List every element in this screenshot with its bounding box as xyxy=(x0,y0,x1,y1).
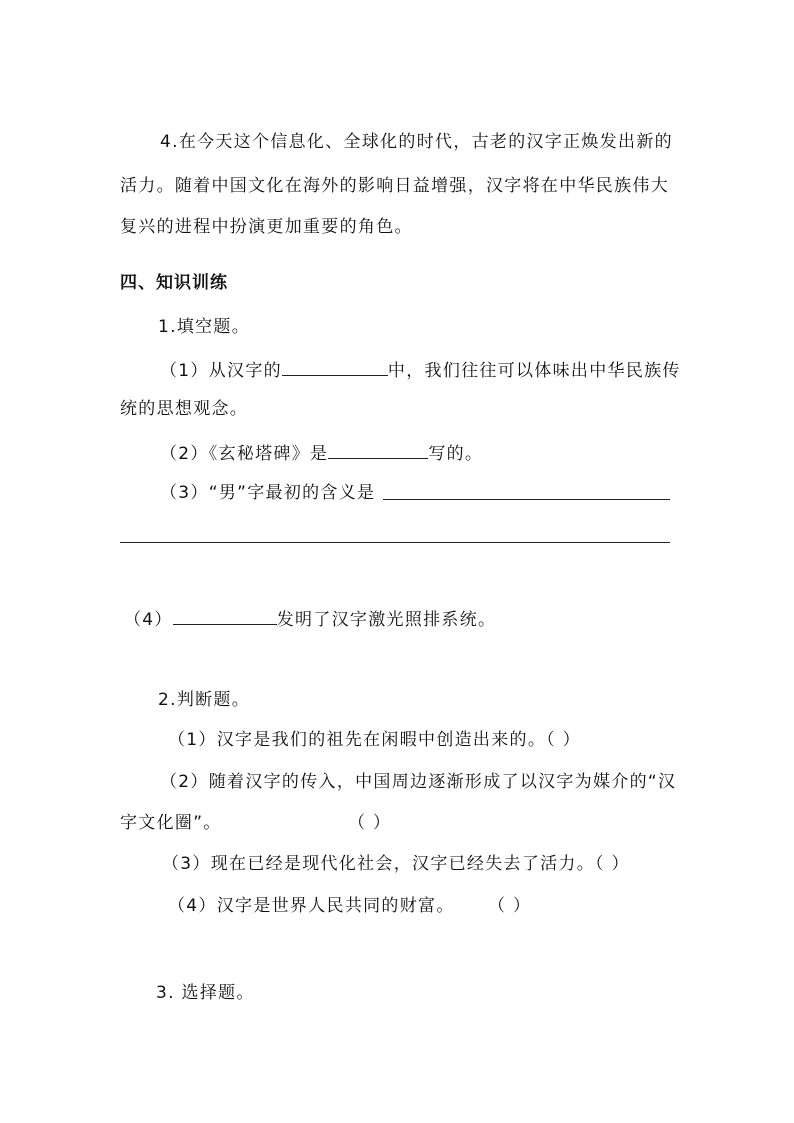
judge-title: 2.判断题。 xyxy=(158,690,251,710)
section-title: 四、知识训练 xyxy=(120,273,228,293)
judge-q4: （4）汉字是世界人民共同的财富。 xyxy=(168,896,455,916)
fill-title: 1.填空题。 xyxy=(158,317,251,337)
fill-q4 xyxy=(124,606,496,631)
fill-q1-blank[interactable] xyxy=(282,357,388,376)
fill-q1-prefix: （1）从汉字的 xyxy=(160,361,282,381)
choice-title: 3. 选择题。 xyxy=(156,983,255,1003)
fill-q4-suffix: 发明了汉字激光照排系统。 xyxy=(276,610,497,630)
fill-q3-prefix: （3）“男”字最初的含义是 xyxy=(160,483,376,503)
fill-q1-line2: 统的思想观念。 xyxy=(120,399,249,419)
fill-q4-prefix: （4） xyxy=(124,610,173,630)
fill-q1-suffix: 中，我们往往可以体味出中华民族传 xyxy=(387,361,681,381)
fill-q3-answer-line[interactable] xyxy=(120,542,670,543)
fill-q1 xyxy=(160,357,681,382)
fill-q4-blank[interactable] xyxy=(173,606,277,625)
fill-q2-blank[interactable] xyxy=(328,440,428,459)
fill-q2-suffix: 写的。 xyxy=(428,444,484,464)
judge-q3: （3）现在已经是现代化社会，汉字已经失去了活力。（ ） xyxy=(162,854,630,874)
judge-q2-line2: 字文化圈”。 xyxy=(120,813,222,833)
judge-q4-paren[interactable]: （ ） xyxy=(488,896,532,916)
fill-q2 xyxy=(160,440,483,465)
fill-q3 xyxy=(160,482,375,504)
para4-line2: 活力。随着中国文化在海外的影响日益增强，汉字将在中华民族伟大 xyxy=(120,176,669,196)
judge-q1: （1）汉字是我们的祖先在闲暇中创造出来的。（ ） xyxy=(168,730,581,750)
judge-q2-paren[interactable]: （ ） xyxy=(348,813,392,833)
para4-line1: 4.在今天这个信息化、全球化的时代，古老的汉字正焕发出新的 xyxy=(160,132,673,152)
para4-line3: 复兴的进程中扮演更加重要的角色。 xyxy=(120,217,413,237)
fill-q2-prefix: （2）《玄秘塔碑》是 xyxy=(160,444,329,464)
judge-q2-line1: （2）随着汉字的传入，中国周边逐渐形成了以汉字为媒介的“汉 xyxy=(160,772,677,792)
fill-q3-blank[interactable] xyxy=(383,499,670,500)
